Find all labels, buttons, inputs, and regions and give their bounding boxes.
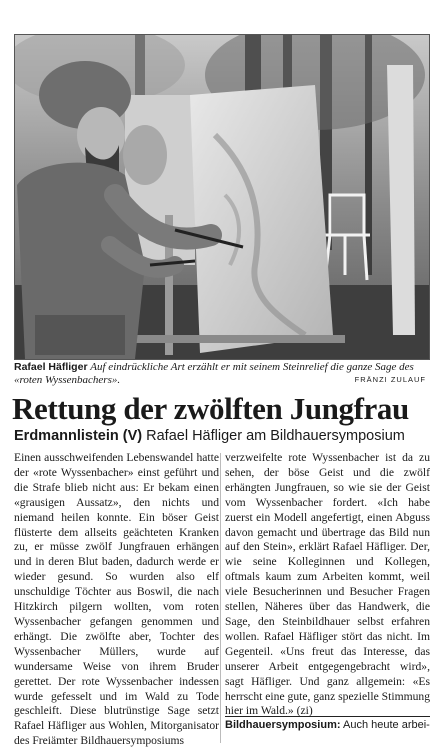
dateline-location: Erdmannlistein (V): [14, 428, 143, 444]
column-divider: [220, 453, 221, 743]
article-column-1: [14, 451, 219, 749]
article-photo: [14, 34, 430, 360]
footer-label: Bildhauersymposium:: [225, 719, 341, 731]
subhead-text: Rafael Häfliger am Bildhauersymposium: [146, 428, 405, 444]
article-subhead: [14, 427, 434, 445]
article-paragraph-1: Einen ausschweifenden Lebenswandel hatte der «rote Wyssenbacher» einst geführt und die Strafe blieb nicht aus: Er bekam einen «grausigen Aussatz», den nichts und niemand heilen konnte. Ein böser Geist flüsterte dem allseits geächteten Kranken zu, er müsse zwölf Jungfrauen erhängen und in deren Blut baden, dadurch werde er wieder gesund. So wurden also elf unschuldige Töchter aus Boswil, die nach Hitzkirch pilgern wollten, vom roten Wyssenbacher gefangen genommen und erhängt. Die zwölfte aber, Tochter des Wyssenbacher Müllers, wurde auf wundersame Weise von ihrem Bruder gerettet. Der rote Wyssenbacher indessen wurde gefesselt und im Wald zu Tode geschleift. Diese blutrünstige Sage setzt Rafael Häfliger aus Wohlen, Mitorganisator des Freiämter Bildhauersymposiums: [14, 451, 219, 748]
caption-lead: Rafael Häfliger: [14, 361, 88, 373]
footer-teaser: [225, 718, 430, 732]
caption-text: Auf eindrückliche Art erzählt er mit seinem Steinrelief die ganze Sage des «roten Wyssenbachers».: [14, 361, 414, 386]
footer-text: Auch heute arbei-: [342, 719, 430, 731]
article-headline: Rettung der zwölften Jungfrau: [12, 391, 409, 426]
photo-credit: FRÄNZI ZULAUF: [354, 375, 426, 384]
article-paragraph-2: verzweifelte rote Wyssenbacher ist da zu sehen, der böse Geist und die zwölf erhängten Jungfrauen, so wie sie der Geist vom Wyssenbacher fordert. «Ich habe zuerst ein Modell angefertigt, einen Abguss davon gemacht und übertrage das Bild nun auf den Stein», erklärt Rafael Häfliger. Der, wie seine Kolleginnen und Kollegen, oftmals kaum zum Arbeiten kommt, weil viele Besucherinnen und Besucher Fragen stellen, Näheres über das Handwerk, die Sage, den Steinbildhauer selbst erfahren wollen. Rafael Häfliger stört das nicht. Im Gegenteil. «Uns freut das Interesse, das unserer Arbeit entgegengebracht wird», sagt Häfliger. Und ganz allgemein: «Es herrscht eine gute, ganz spezielle Stimmung hier im Wald.» (zi): [225, 451, 430, 718]
article-column-2: [225, 451, 430, 732]
sculptor-photo-illustration: [15, 35, 429, 359]
